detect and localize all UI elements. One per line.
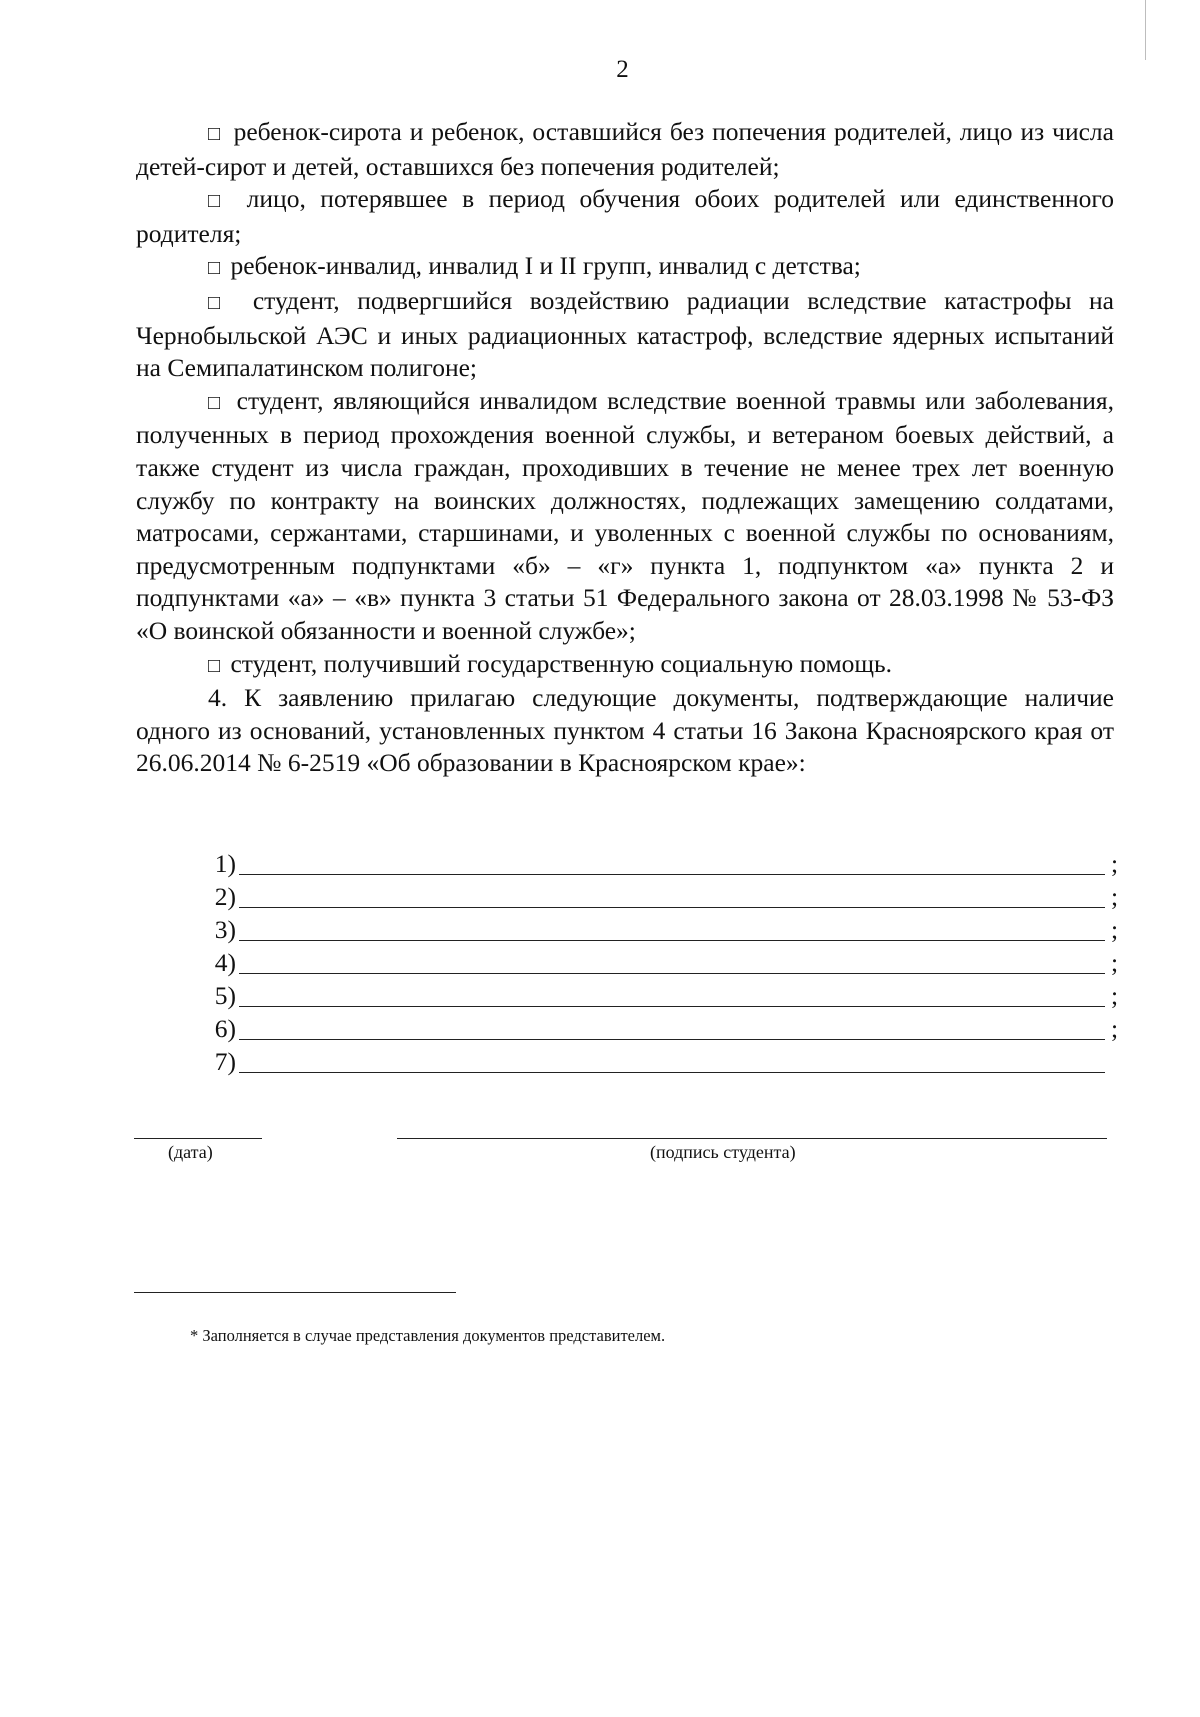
document-input-line[interactable]: [239, 1006, 1105, 1007]
paragraph-text: студент, подвергшийся воздействию радиации вследствие катастрофы на Чернобыльской АЭС и иных радиационных катастроф, вследствие ядерных испытаний на Семипалатинском полигоне;: [136, 285, 1114, 383]
paragraph-text: студент, получивший государственную социальную помощь.: [230, 648, 893, 678]
document-line: [136, 947, 1119, 980]
paragraph-orphan: [136, 116, 1114, 183]
paragraph-text: студент, являющийся инвалидом вследствие военной травмы или заболевания, полученных в период прохождения военной службы, и ветераном боевых действий, а также студент из числа граждан, проходивших в течение не менее трех лет военную службу по контракту на воинских должностях, подлежащих замещению солдатами, матросами, сержантами, старшинами, и уволенных с военной службы по основаниям, предусмотренным подпунктами «б» – «г» пункта 1, подпунктом «а» пункта 2 и подпунктами «а» – «в» пункта 3 статьи 51 Федерального закона от 28.03.1998 № 53-ФЗ «О воинской обязанности и военной службе»;: [136, 385, 1114, 645]
paragraph-radiation: [136, 285, 1114, 385]
document-line-number: 4): [214, 948, 236, 977]
document-line: [136, 1046, 1114, 1079]
scan-edge-mark: [1145, 0, 1146, 60]
paragraph-military: [136, 385, 1114, 648]
document-body: [136, 116, 1114, 780]
document-line: [136, 1013, 1119, 1046]
attached-documents-list: [136, 848, 1119, 1079]
document-line-number: 3): [214, 915, 236, 944]
checkbox-icon[interactable]: □: [208, 654, 221, 677]
document-line-number: 6): [214, 1014, 236, 1043]
paragraph-text: ребенок-инвалид, инвалид I и II групп, инвалид с детства;: [230, 251, 861, 281]
footnote-text: * Заполняется в случае представления документов представителем.: [190, 1326, 666, 1345]
document-line-end: ;: [1111, 1014, 1119, 1043]
checkbox-icon[interactable]: □: [208, 190, 229, 213]
page-number: 2: [616, 56, 629, 83]
document-line-end: ;: [1111, 948, 1119, 977]
date-field-line[interactable]: [134, 1138, 262, 1139]
document-input-line[interactable]: [239, 874, 1105, 875]
document-line-end: ;: [1111, 849, 1119, 878]
document-input-line[interactable]: [239, 940, 1105, 941]
document-line: [136, 980, 1119, 1013]
footnote-divider: [134, 1292, 456, 1293]
document-line-end: ;: [1111, 981, 1119, 1010]
paragraph-lost-parents: [136, 183, 1114, 250]
document-line-end: ;: [1111, 915, 1119, 944]
paragraph-disabled: [136, 250, 1114, 285]
signature-label: (подпись студента): [650, 1142, 796, 1162]
document-line: [136, 848, 1119, 881]
document-input-line[interactable]: [239, 907, 1105, 908]
checkbox-icon[interactable]: □: [208, 291, 232, 314]
document-input-line[interactable]: [239, 973, 1105, 974]
checkbox-icon[interactable]: □: [208, 391, 224, 414]
signature-field-line[interactable]: [397, 1138, 1107, 1139]
document-line-number: 5): [214, 981, 236, 1010]
paragraph-text: лицо, потерявшее в период обучения обоих родителей или единственного родителя;: [136, 184, 1114, 248]
document-input-line[interactable]: [239, 1072, 1105, 1073]
document-line-number: 7): [214, 1047, 236, 1076]
document-line-number: 1): [214, 849, 236, 878]
paragraph-attachments: [136, 682, 1114, 780]
checkbox-icon[interactable]: □: [208, 257, 221, 280]
date-label: (дата): [168, 1142, 213, 1162]
document-line: [136, 881, 1119, 914]
document-line: [136, 914, 1119, 947]
paragraph-text: 4. К заявлению прилагаю следующие документы, подтверждающие наличие одного из оснований, установленных пунктом 4 статьи 16 Закона Красноярского края от 26.06.2014 № 6-2519 «Об образовании в Красноярском крае»:: [136, 683, 1114, 778]
document-line-end: ;: [1111, 882, 1119, 911]
checkbox-icon[interactable]: □: [208, 123, 222, 145]
paragraph-text: ребенок-сирота и ребенок, оставшийся без попечения родителей, лицо из числа детей-сирот и детей, оставшихся без попечения родителей;: [136, 117, 1114, 181]
document-input-line[interactable]: [239, 1039, 1105, 1040]
document-line-number: 2): [214, 882, 236, 911]
paragraph-social-aid: [136, 648, 1114, 683]
